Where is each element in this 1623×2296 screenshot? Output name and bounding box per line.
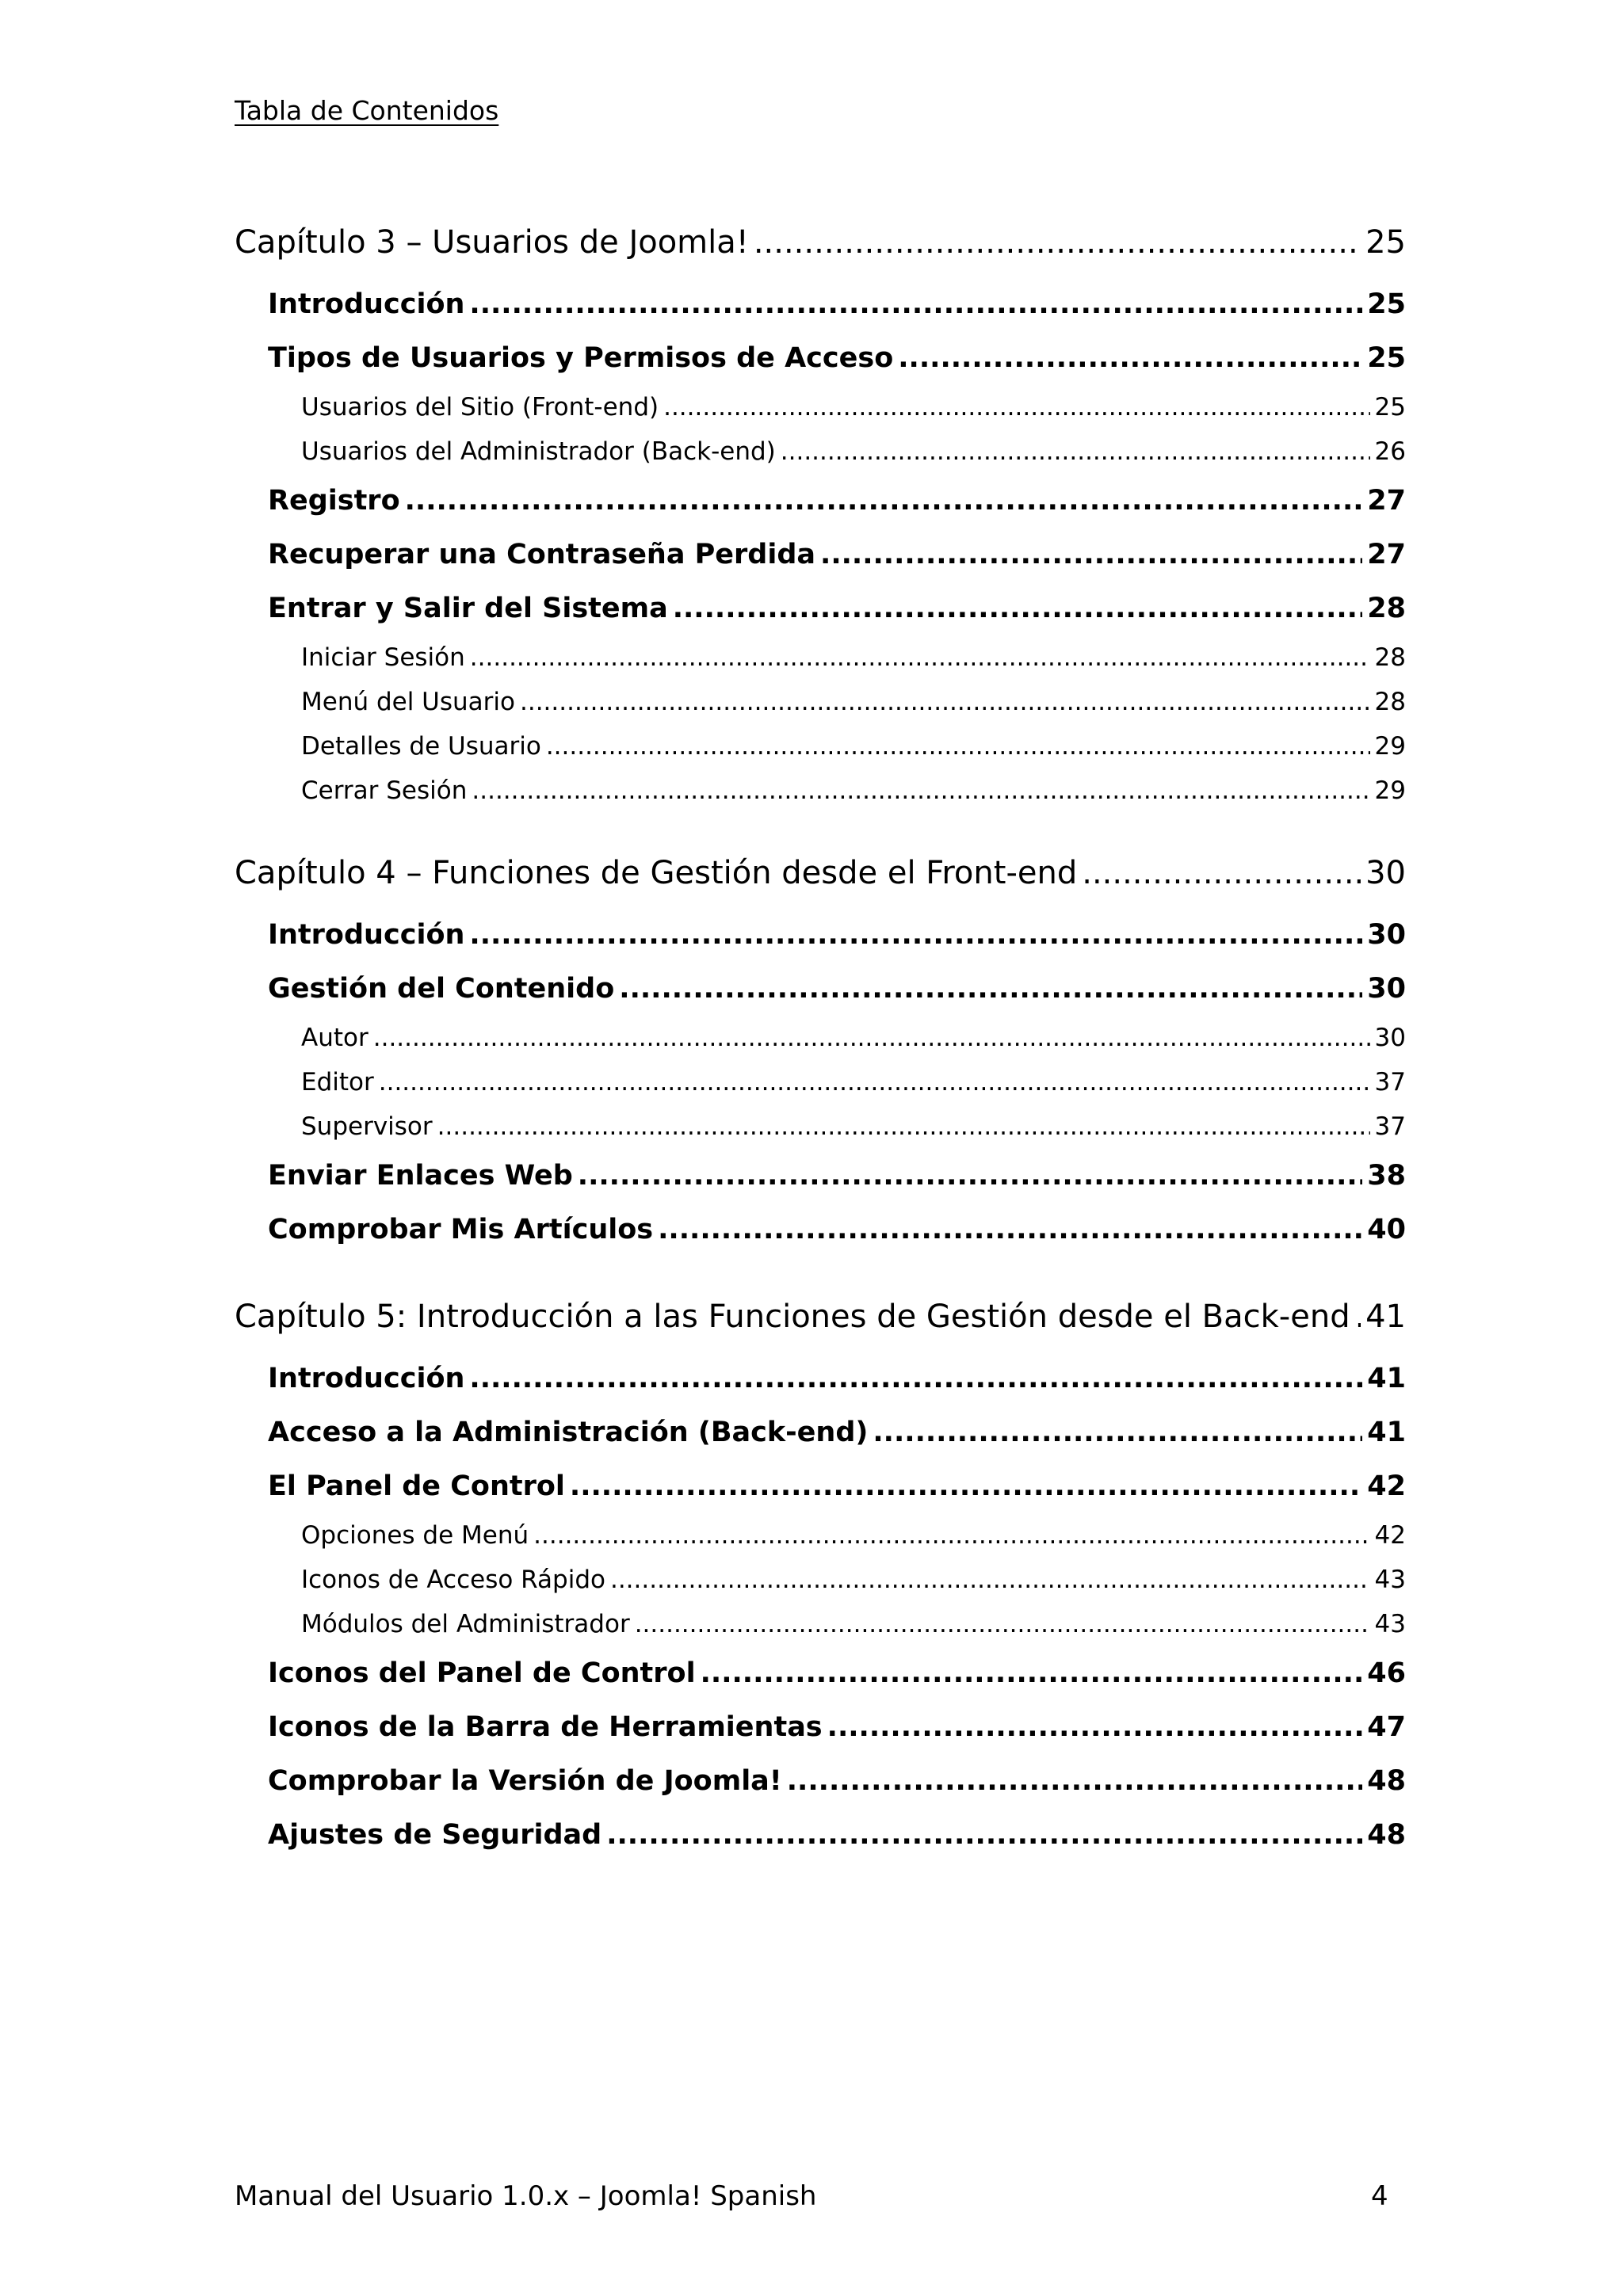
- toc-entry-title: Detalles de Usuario: [301, 732, 541, 761]
- dot-leader: [570, 1459, 1362, 1513]
- dot-leader: [469, 908, 1362, 962]
- toc-section-entry[interactable]: [235, 1149, 1406, 1203]
- toc-section-entry[interactable]: [235, 1352, 1406, 1405]
- toc-section-entry[interactable]: [235, 1700, 1406, 1754]
- toc-entry-page: 25: [1367, 288, 1406, 320]
- toc-entry-page: 30: [1367, 973, 1406, 1005]
- toc-entry-page: 41: [1367, 1417, 1406, 1448]
- toc-subsection-entry[interactable]: [235, 1513, 1406, 1558]
- toc-entry-page: 38: [1367, 1160, 1406, 1192]
- toc-section-entry[interactable]: [235, 962, 1406, 1016]
- toc-entry-title: Capítulo 5: Introducción a las Funciones de Gestión desde el Back-end: [235, 1299, 1350, 1335]
- footer-page-number: 4: [1371, 2180, 1388, 2212]
- toc-section-entry[interactable]: [235, 582, 1406, 635]
- toc-entry-title: Capítulo 3 – Usuarios de Joomla!: [235, 224, 749, 261]
- dot-leader: [533, 1513, 1369, 1558]
- toc-entry-title: Módulos del Administrador: [301, 1610, 630, 1638]
- toc-entry-page: 48: [1367, 1819, 1406, 1851]
- toc-entry-page: 25: [1374, 393, 1406, 421]
- dot-leader: [827, 1700, 1363, 1754]
- toc-entry-title: Entrar y Salir del Sistema: [268, 593, 668, 624]
- dot-leader: [658, 1203, 1362, 1257]
- toc-entry-title: Usuarios del Administrador (Back-end): [301, 437, 776, 466]
- toc-subsection-entry[interactable]: [235, 1016, 1406, 1060]
- toc-section-entry[interactable]: [235, 908, 1406, 962]
- toc-entry-page: 25: [1365, 224, 1406, 261]
- toc-entry-page: 43: [1374, 1566, 1406, 1594]
- toc-chapter-entry[interactable]: [235, 838, 1406, 908]
- dot-leader: [663, 385, 1369, 429]
- toc-section-entry[interactable]: [235, 1808, 1406, 1862]
- toc-subsection-entry[interactable]: [235, 1060, 1406, 1104]
- toc-section-entry[interactable]: [235, 528, 1406, 582]
- toc-entry-page: 37: [1374, 1112, 1406, 1141]
- toc-entry-page: 28: [1374, 688, 1406, 716]
- toc-entry-page: 30: [1367, 919, 1406, 951]
- toc-section-entry[interactable]: [235, 331, 1406, 385]
- toc-entry-page: 26: [1374, 437, 1406, 466]
- toc-subsection-entry[interactable]: [235, 680, 1406, 724]
- toc-entry-page: 46: [1367, 1657, 1406, 1689]
- dot-leader: [379, 1060, 1370, 1104]
- dot-leader: [701, 1646, 1363, 1700]
- dot-leader: [469, 277, 1362, 331]
- dot-leader: [1355, 1282, 1361, 1352]
- dot-leader: [1082, 838, 1361, 908]
- toc-subsection-entry[interactable]: [235, 385, 1406, 429]
- toc-entry-title: Iconos de Acceso Rápido: [301, 1566, 605, 1594]
- toc-entry-page: 30: [1374, 1024, 1406, 1052]
- toc-entry-page: 40: [1367, 1214, 1406, 1245]
- toc-entry-page: 27: [1367, 539, 1406, 570]
- dot-leader: [873, 1405, 1362, 1459]
- dot-leader: [373, 1016, 1370, 1060]
- dot-leader: [469, 1352, 1362, 1405]
- toc-entry-title: Iconos de la Barra de Herramientas: [268, 1711, 823, 1743]
- dot-leader: [754, 208, 1361, 277]
- toc-entry-title: Introducción: [268, 288, 465, 320]
- toc-entry-title: El Panel de Control: [268, 1470, 565, 1502]
- dot-leader: [546, 724, 1370, 769]
- table-of-contents: [235, 208, 1406, 1862]
- toc-section-entry[interactable]: [235, 1646, 1406, 1700]
- toc-entry-title: Capítulo 4 – Funciones de Gestión desde el Front-end: [235, 855, 1078, 891]
- toc-entry-page: 48: [1367, 1765, 1406, 1797]
- toc-entry-title: Acceso a la Administración (Back-end): [268, 1417, 869, 1448]
- dot-leader: [820, 528, 1362, 582]
- toc-entry-title: Enviar Enlaces Web: [268, 1160, 573, 1192]
- toc-entry-title: Gestión del Contenido: [268, 973, 615, 1005]
- toc-entry-title: Autor: [301, 1024, 369, 1052]
- toc-entry-title: Iniciar Sesión: [301, 643, 465, 672]
- toc-entry-title: Comprobar Mis Artículos: [268, 1214, 654, 1245]
- dot-leader: [673, 582, 1363, 635]
- toc-entry-title: Ajustes de Seguridad: [268, 1819, 602, 1851]
- toc-entry-title: Usuarios del Sitio (Front-end): [301, 393, 659, 421]
- footer-text: Manual del Usuario 1.0.x – Joomla! Spanish: [235, 2180, 817, 2212]
- toc-subsection-entry[interactable]: [235, 429, 1406, 474]
- dot-leader: [635, 1602, 1370, 1646]
- toc-entry-title: Comprobar la Versión de Joomla!: [268, 1765, 782, 1797]
- toc-subsection-entry[interactable]: [235, 1558, 1406, 1602]
- dot-leader: [520, 680, 1370, 724]
- dot-leader: [606, 1808, 1362, 1862]
- toc-entry-page: 28: [1374, 643, 1406, 672]
- running-header: Tabla de Contenidos: [235, 95, 499, 126]
- toc-chapter-entry[interactable]: [235, 208, 1406, 277]
- dot-leader: [619, 962, 1362, 1016]
- toc-entry-title: Recuperar una Contraseña Perdida: [268, 539, 816, 570]
- toc-entry-title: Opciones de Menú: [301, 1521, 529, 1550]
- toc-entry-title: Cerrar Sesión: [301, 776, 468, 805]
- dot-leader: [898, 331, 1362, 385]
- toc-entry-page: 47: [1367, 1711, 1406, 1743]
- toc-chapter-entry[interactable]: [235, 1282, 1406, 1352]
- toc-entry-page: 28: [1367, 593, 1406, 624]
- dot-leader: [470, 635, 1370, 680]
- toc-section-entry[interactable]: [235, 1405, 1406, 1459]
- toc-entry-title: Introducción: [268, 1363, 465, 1394]
- toc-entry-title: Registro: [268, 485, 400, 517]
- toc-entry-page: 37: [1374, 1068, 1406, 1097]
- toc-entry-page: 42: [1374, 1521, 1406, 1550]
- dot-leader: [610, 1558, 1370, 1602]
- toc-subsection-entry[interactable]: [235, 724, 1406, 769]
- dot-leader: [472, 769, 1369, 813]
- toc-entry-title: Menú del Usuario: [301, 688, 515, 716]
- dot-leader: [781, 429, 1370, 474]
- toc-section-entry[interactable]: [235, 1754, 1406, 1808]
- toc-entry-page: 29: [1374, 732, 1406, 761]
- dot-leader: [437, 1104, 1370, 1149]
- toc-subsection-entry[interactable]: [235, 1104, 1406, 1149]
- toc-entry-title: Tipos de Usuarios y Permisos de Acceso: [268, 342, 894, 374]
- toc-entry-page: 41: [1365, 1299, 1406, 1335]
- toc-entry-page: 43: [1374, 1610, 1406, 1638]
- toc-entry-page: 25: [1367, 342, 1406, 374]
- toc-section-entry[interactable]: [235, 474, 1406, 528]
- toc-subsection-entry[interactable]: [235, 635, 1406, 680]
- toc-entry-title: Introducción: [268, 919, 465, 951]
- dot-leader: [405, 474, 1363, 528]
- toc-section-entry[interactable]: [235, 1459, 1406, 1513]
- dot-leader: [578, 1149, 1362, 1203]
- toc-section-entry[interactable]: [235, 277, 1406, 331]
- toc-entry-title: Iconos del Panel de Control: [268, 1657, 696, 1689]
- toc-subsection-entry[interactable]: [235, 1602, 1406, 1646]
- toc-entry-page: 30: [1365, 855, 1406, 891]
- toc-subsection-entry[interactable]: [235, 769, 1406, 813]
- dot-leader: [787, 1754, 1363, 1808]
- toc-entry-page: 29: [1374, 776, 1406, 805]
- toc-entry-title: Supervisor: [301, 1112, 433, 1141]
- toc-entry-title: Editor: [301, 1068, 374, 1097]
- toc-entry-page: 27: [1367, 485, 1406, 517]
- toc-entry-page: 41: [1367, 1363, 1406, 1394]
- toc-section-entry[interactable]: [235, 1203, 1406, 1257]
- toc-entry-page: 42: [1367, 1470, 1406, 1502]
